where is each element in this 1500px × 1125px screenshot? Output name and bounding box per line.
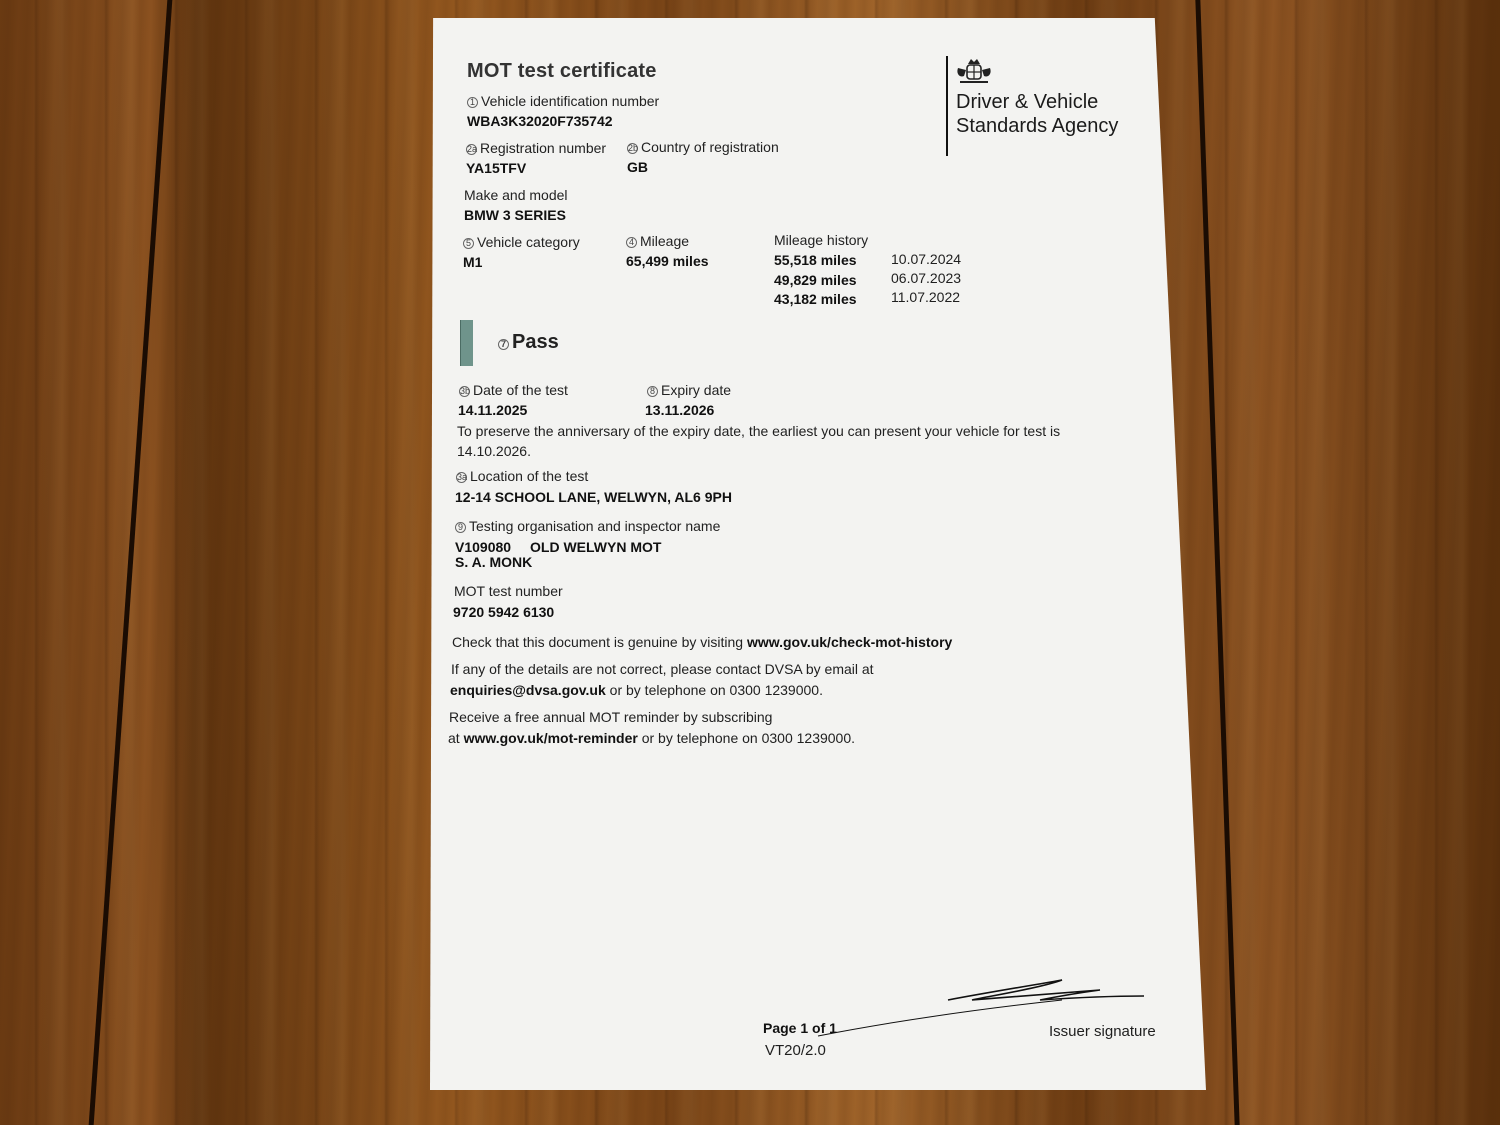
country-label: 2b Country of registration [628,139,779,155]
check-mot-history-link[interactable]: www.gov.uk/check-mot-history [746,634,953,650]
country-value: GB [627,159,648,175]
result-pass: 7 Pass [498,331,559,354]
field-number: 5 [463,238,474,249]
mileage-history-miles: 55,518 miles [774,252,857,268]
field-number: 8 [647,386,658,397]
field-number: 7 [498,339,509,350]
pass-indicator-bar [460,320,473,366]
vin-value: WBA3K32020F735742 [467,113,613,129]
field-number: 3a [457,472,468,482]
anniversary-note: To preserve the anniversary of the expiry date, the earliest you can present your vehicle for test is [457,423,1061,439]
issuer-signature [800,970,1160,1040]
page-number: Page 1 of 1 [763,1020,837,1036]
test-number-value: 9720 5942 6130 [453,604,555,620]
organisation-name: OLD WELWYN MOT [530,539,662,555]
reminder-text-2: at www.gov.uk/mot-reminder or by telephone on 0300 1239000. [448,730,856,746]
document-title: MOT test certificate [467,60,657,82]
category-value: M1 [463,254,483,270]
mileage-value: 65,499 miles [626,253,709,269]
location-label: 3a Location of the test [457,468,589,484]
plank-seam [89,0,173,1125]
inspector-name: S. A. MONK [455,554,533,570]
test-number-label: MOT test number [454,583,563,599]
agency-name: Driver & Vehicle Standards Agency [956,91,1119,137]
contact-text-2: enquiries@dvsa.gov.uk or by telephone on 0300 1239000. [450,682,823,698]
mileage-history-date: 10.07.2024 [891,251,962,267]
vin-label: 1 Vehicle identification number [467,93,659,109]
issuer-signature-label: Issuer signature [1049,1023,1156,1040]
make-model-value: BMW 3 SERIES [464,207,566,223]
mot-reminder-link[interactable]: www.gov.uk/mot-reminder [463,730,638,746]
registration-value: YA15TFV [466,160,527,176]
form-code: VT20/2.0 [765,1042,826,1059]
contact-text: If any of the details are not correct, please contact DVSA by email at [451,661,874,677]
field-number: 2b [628,143,639,153]
expiry-date-value: 13.11.2026 [645,402,715,418]
location-value: 12-14 SCHOOL LANE, WELWYN, AL6 9PH [455,489,732,505]
test-date-value: 14.11.2025 [458,402,528,418]
test-date-label: 3b Date of the test [460,382,568,398]
category-label: 5 Vehicle category [463,234,580,250]
mileage-history-date: 06.07.2023 [891,270,962,286]
mileage-history-date: 11.07.2022 [891,289,961,305]
field-number: 2a [467,144,478,154]
field-number: 3b [460,386,471,396]
registration-label: 2a Registration number [467,140,607,156]
organisation-code: V109080 [455,539,512,555]
plank-seam [1195,0,1239,1125]
logo-divider [946,56,948,156]
mileage-history-label: Mileage history [774,232,869,248]
mileage-label: 4 Mileage [626,233,689,249]
anniversary-note-date: 14.10.2026. [457,443,531,459]
dvsa-email-link[interactable]: enquiries@dvsa.gov.uk [450,682,606,698]
mileage-history-miles: 43,182 miles [774,291,857,307]
field-number: 4 [626,237,637,248]
genuine-check-text: Check that this document is genuine by visiting www.gov.uk/check-mot-history [452,634,953,650]
field-number: 9 [455,522,466,533]
field-number: 1 [467,97,478,108]
mileage-history-miles: 49,829 miles [774,272,857,288]
make-model-label: Make and model [464,187,568,203]
expiry-date-label: 8 Expiry date [647,382,731,398]
reminder-text: Receive a free annual MOT reminder by subscribing [449,709,773,725]
organisation-label: 9 Testing organisation and inspector name [455,518,720,534]
royal-crest-icon [954,56,994,88]
